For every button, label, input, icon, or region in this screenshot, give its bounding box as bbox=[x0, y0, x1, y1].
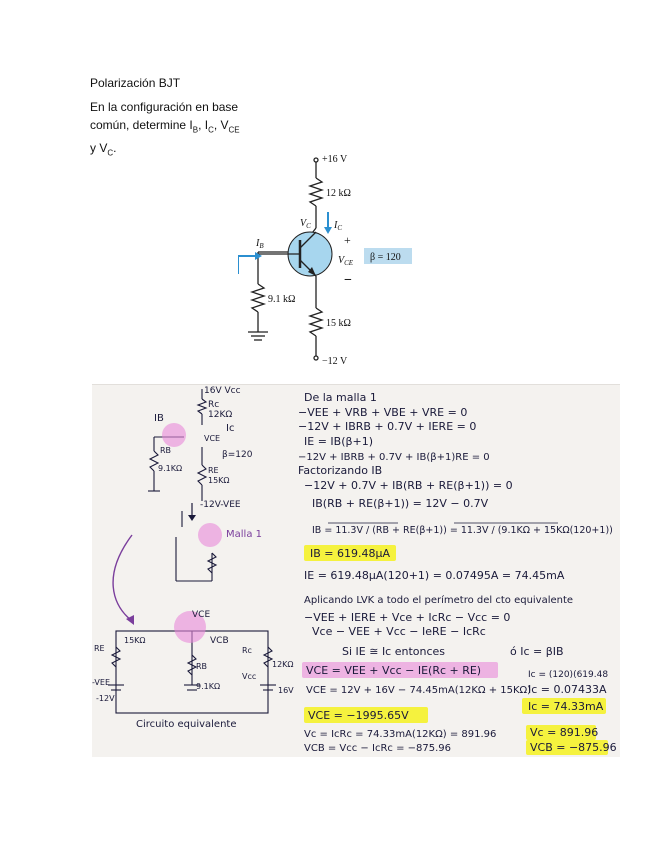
alt-line-6: VCB = −875.96 bbox=[530, 741, 617, 754]
deriv-line-13: −VEE + IERE + Vce + IcRc − Vcc = 0 bbox=[304, 611, 511, 624]
rc-resistor bbox=[310, 178, 322, 206]
deriv-line-4: IE = IB(β+1) bbox=[304, 435, 374, 448]
ib-label: $I_B$ bbox=[256, 238, 264, 250]
alt-line-4: Ic = 74.33mA bbox=[528, 700, 604, 713]
deriv-line-16: VCE = VEE + Vcc − IE(Rc + RE) bbox=[306, 664, 482, 677]
left-vce: VCE bbox=[204, 434, 221, 443]
alt-line-2: Ic = (120)(619.48 bbox=[528, 670, 609, 680]
notes-svg bbox=[92, 385, 620, 757]
problem-line-2: común, determine $I_B$, $I_C$, $V_{CE}$ bbox=[90, 118, 240, 135]
re-label: 15 kΩ bbox=[326, 318, 351, 329]
rc-label: 12 kΩ bbox=[326, 188, 351, 199]
deriv-line-7: −12V + 0.7V + IB(RB + RE(β+1)) = 0 bbox=[304, 479, 513, 492]
alt-line-5: Vc = 891.96 bbox=[530, 726, 599, 739]
eq-16v: 16V bbox=[278, 686, 294, 695]
left-malla: Malla 1 bbox=[226, 529, 262, 540]
left-vcc: 16V Vcc bbox=[204, 386, 241, 396]
deriv-line-17: VCE = 12V + 16V − 74.45mA(12KΩ + 15KΩ) bbox=[306, 685, 532, 696]
problem-line-3: y $V_C$. bbox=[90, 141, 117, 158]
deriv-line-1: De la malla 1 bbox=[304, 391, 377, 404]
eq-rb-val: 9.1KΩ bbox=[196, 682, 221, 691]
eq-vce: VCE bbox=[192, 610, 211, 620]
eq-caption: Circuito equivalente bbox=[136, 719, 237, 730]
problem-statement bbox=[90, 98, 260, 163]
problem-line-1: En la configuración en base bbox=[90, 100, 239, 114]
deriv-line-2: −VEE + VRB + VBE + VRE = 0 bbox=[298, 406, 468, 419]
deriv-line-3: −12V + IBRB + 0.7V + IERE = 0 bbox=[298, 420, 477, 433]
vce-minus: − bbox=[344, 273, 352, 288]
left-re: RE bbox=[208, 466, 219, 475]
eq-vee: -VEE bbox=[92, 678, 110, 687]
vcc-label: +16 V bbox=[322, 154, 348, 165]
deriv-line-12: Aplicando LVK a todo el perímetro del cto equivalente bbox=[304, 595, 574, 606]
eq-re: RE bbox=[94, 644, 105, 653]
eq-re-val: 15KΩ bbox=[124, 636, 146, 645]
deriv-line-8: IB(RB + RE(β+1)) = 12V − 0.7V bbox=[312, 497, 489, 510]
left-ib: IB bbox=[154, 413, 164, 424]
left-re-val: 15KΩ bbox=[208, 476, 230, 485]
re-resistor bbox=[310, 308, 322, 336]
deriv-line-11: IE = 619.48μA(120+1) = 0.07495A = 74.45mA bbox=[304, 569, 565, 582]
rb-label: 9.1 kΩ bbox=[268, 294, 296, 305]
eq-rc: Rc bbox=[242, 646, 252, 655]
deriv-line-10: IB = 619.48μA bbox=[310, 547, 391, 560]
deriv-line-19: Vc = IcRc = 74.33mA(12KΩ) = 891.96 bbox=[304, 729, 497, 740]
deriv-line-6: Factorizando IB bbox=[298, 464, 383, 477]
vc-label: $V_C$ bbox=[300, 218, 311, 230]
left-rb-val: 9.1KΩ bbox=[158, 464, 183, 473]
eq-rb: RB bbox=[196, 662, 208, 671]
vce-plus: + bbox=[344, 233, 351, 247]
ic-label: $I_C$ bbox=[334, 220, 343, 232]
left-rc: Rc bbox=[208, 400, 220, 410]
eq-vcc: Vcc bbox=[242, 672, 257, 681]
deriv-line-14: Vce − VEE + Vcc − IeRE − IcRc bbox=[312, 625, 486, 638]
deriv-line-20: VCB = Vcc − IcRc = −875.96 bbox=[304, 743, 451, 754]
left-rc-val: 12KΩ bbox=[208, 410, 233, 420]
left-vee: -12V-VEE bbox=[200, 500, 241, 510]
deriv-line-5: −12V + IBRB + 0.7V + IB(β+1)RE = 0 bbox=[298, 452, 490, 463]
bjt-circuit-diagram bbox=[238, 150, 418, 370]
eq-vcb: VCB bbox=[210, 636, 229, 646]
flow-arrow-icon bbox=[113, 535, 132, 621]
handwritten-notes-photo bbox=[92, 384, 620, 757]
beta-label: β = 120 bbox=[370, 252, 401, 263]
left-rb: RB bbox=[160, 446, 172, 455]
document-title: Polarización BJT bbox=[90, 76, 181, 90]
vce-label: $V_{CE}$ bbox=[338, 255, 354, 267]
alt-line-1: ó Ic = βIB bbox=[510, 645, 564, 658]
deriv-line-18: VCE = −1995.65V bbox=[308, 709, 409, 722]
left-beta: β=120 bbox=[222, 450, 253, 460]
deriv-line-9: IB = 11.3V / (RB + RE(β+1)) = 11.3V / (9.1KΩ + 15KΩ(120+1)) bbox=[312, 525, 613, 536]
deriv-line-15: Si IE ≅ Ic entonces bbox=[342, 645, 446, 658]
alt-line-3: Ic = 0.07433A bbox=[528, 683, 607, 696]
eq-12v: -12V bbox=[96, 694, 115, 703]
eq-rc-val: 12KΩ bbox=[272, 660, 294, 669]
left-ic: Ic bbox=[226, 423, 235, 434]
rb-resistor bbox=[252, 284, 264, 312]
vee-label: −12 V bbox=[322, 356, 348, 367]
